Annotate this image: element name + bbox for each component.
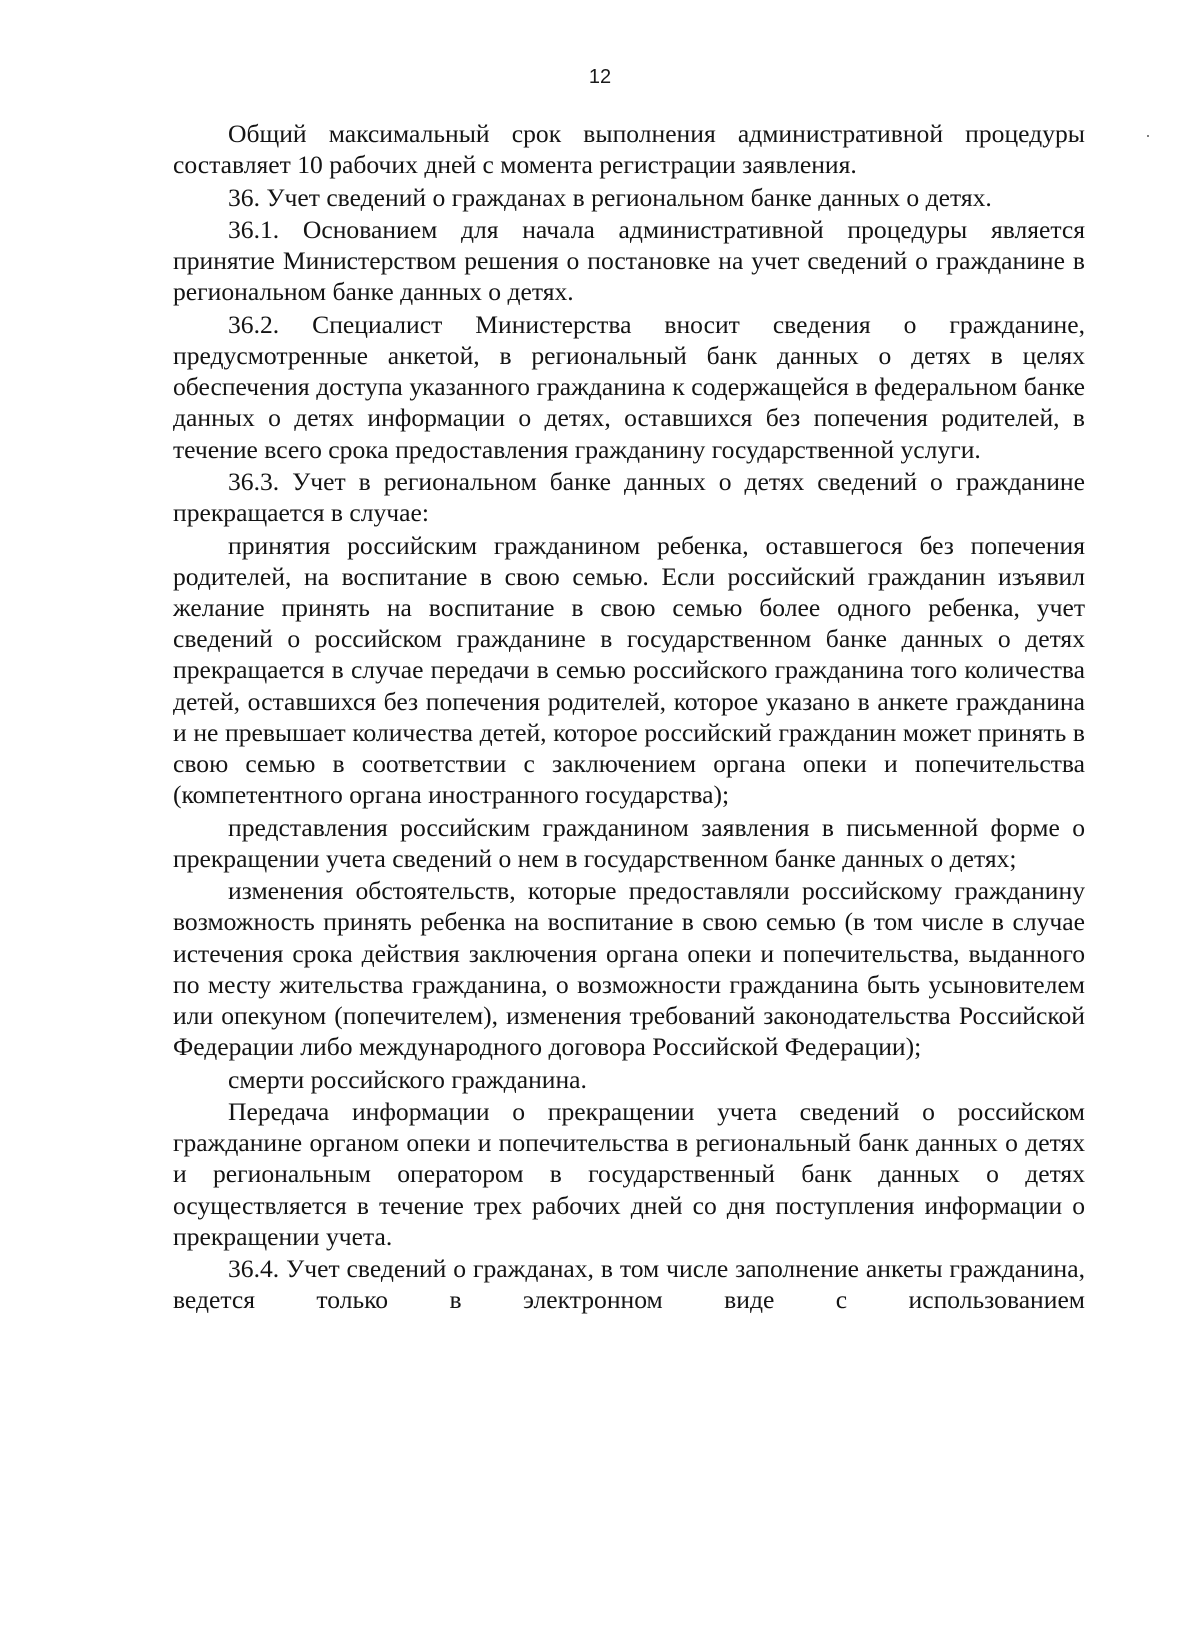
list-item: смерти российского гражданина. (228, 1064, 587, 1094)
document-body (173, 118, 1085, 1317)
paragraph: 36.4. Учет сведений о гражданах, в том числе заполнение анкеты гражданина, ведется только в электронном виде с использованием (173, 1254, 1085, 1315)
paragraph: 36.2. Специалист Министерства вносит сведения о гражданине, предусмотренные анкетой, в региональный банк данных о детях в целях обеспечения доступа указанного гражданина к содержащейся в федеральном банке данных о детях информации о детях, оставшихся без попечения родителей, в течение всего срока предоставления гражданину государственной услуги. (173, 309, 1085, 464)
page-number: 12 (588, 66, 612, 88)
list-item: изменения обстоятельств, которые предоставляли российскому гражданину возможность принять ребенка на воспитание в свою семью (в том числе в случае истечения срока действия заключения органа опеки и попечительства, выданного по месту жительства гражданина, о возможности гражданина быть усыновителем или опекуном (попечителем), изменения требований законодательства Российской Федерации либо международного договора Российской Федерации); (173, 876, 1085, 1062)
list-item: представления российским гражданином заявления в письменной форме о прекращении учета сведений о нем в государственном банке данных о детях; (173, 812, 1085, 873)
paragraph: Общий максимальный срок выполнения административной процедуры составляет 10 рабочих дней с момента регистрации заявления. (173, 119, 1085, 180)
paragraph: 36.3. Учет в региональном банке данных о детях сведений о гражданине прекращается в случае: (173, 466, 1085, 528)
paragraph: 36.1. Основанием для начала административной процедуры является принятие Министерством решения о постановке на учет сведений о гражданине в региональном банке данных о детях. (173, 214, 1085, 307)
scan-speck (1147, 135, 1149, 137)
paragraph: Передача информации о прекращении учета сведений о российском гражданине органом опеки и попечительства в региональный банк данных о детях и региональным оператором в государственный банк данных о детях осуществляется в течение трех рабочих дней со дня поступления информации о прекращении учета. (173, 1096, 1085, 1251)
list-item: принятия российским гражданином ребенка, оставшегося без попечения родителей, на воспитание в свою семью. Если российский гражданин изъявил желание принять на воспитание в свою семью более одного ребенка, учет сведений о российском гражданине в государственном банке данных о детях прекращается в случае передачи в семью российского гражданина того количества детей, оставшихся без попечения родителей, которое указано в анкете гражданина и не превышает количества детей, которое российский гражданин может принять в свою семью в соответствии с заключением органа опеки и попечительства (компетентного органа иностранного государства); (173, 530, 1085, 810)
section-heading: 36. Учет сведений о гражданах в региональном банке данных о детях. (228, 182, 992, 212)
